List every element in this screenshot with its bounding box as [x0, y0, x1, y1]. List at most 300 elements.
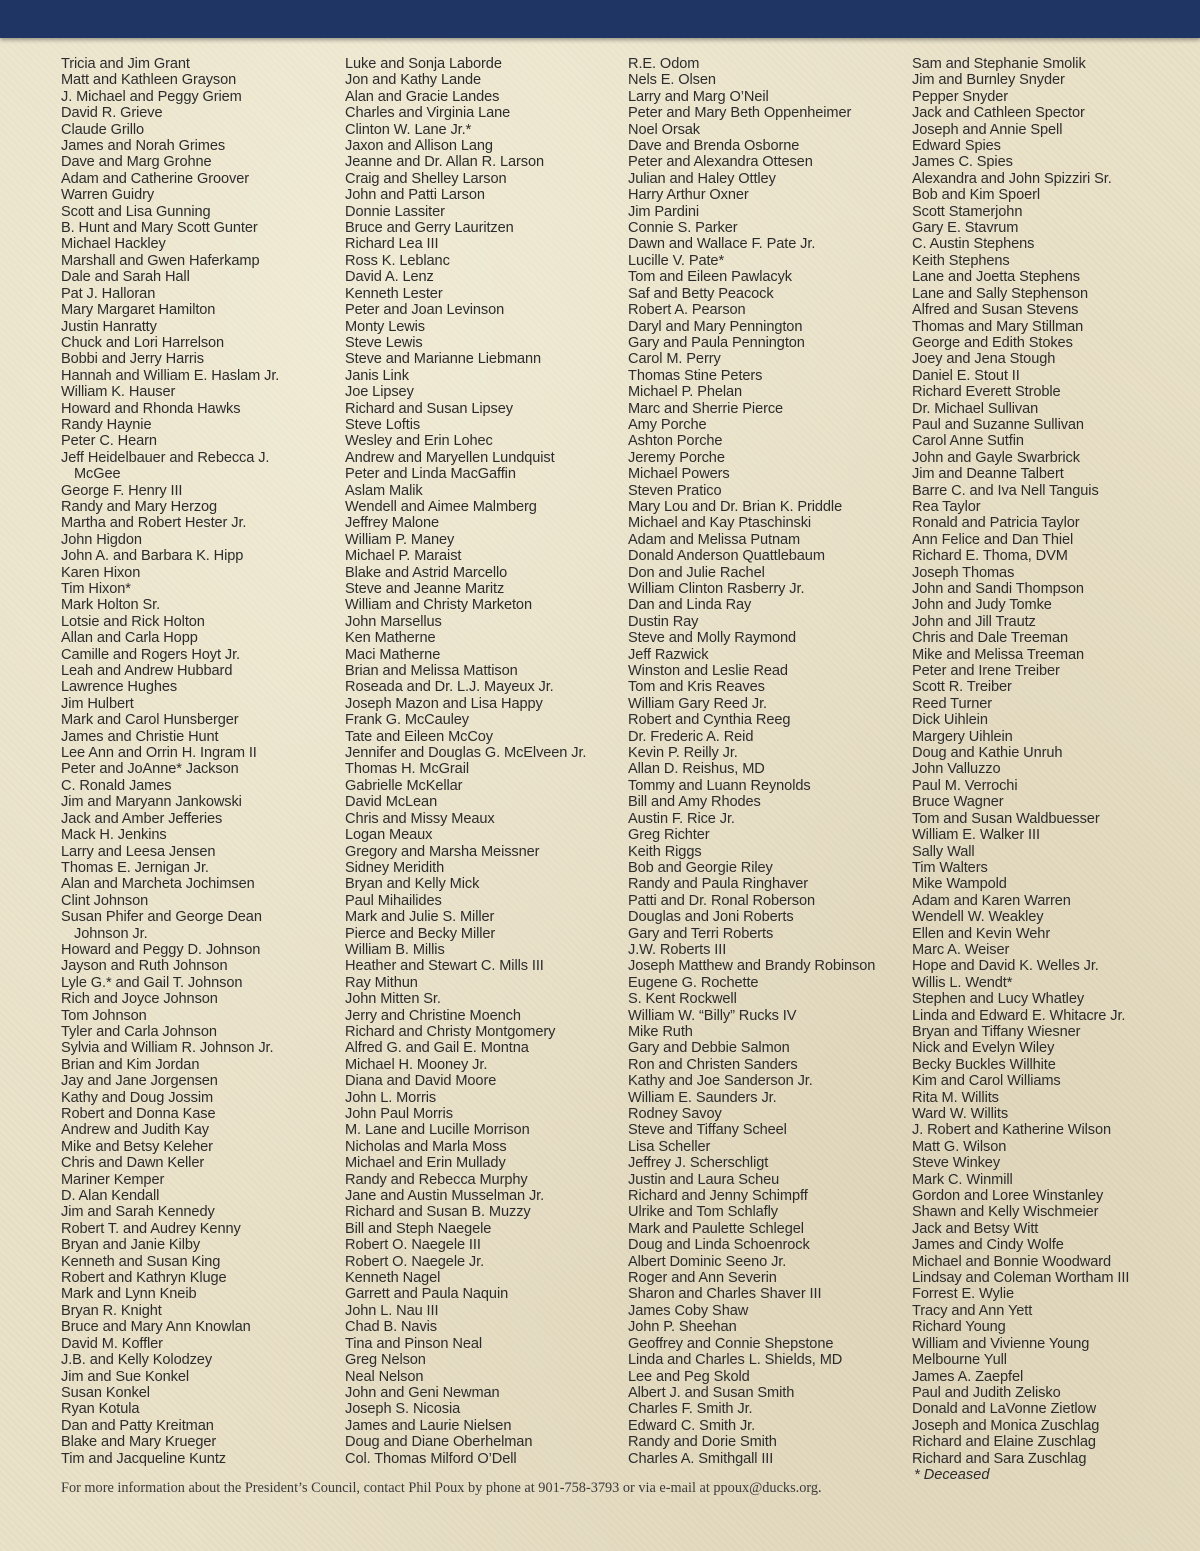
- donor-name: D. Alan Kendall: [61, 1188, 160, 1205]
- donor-name: Peter and Joan Levinson: [345, 302, 505, 319]
- donor-name: Julian and Haley Ottley: [628, 170, 776, 187]
- donor-name: Jerry and Christine Moench: [345, 1007, 521, 1024]
- donor-name: Bill and Steph Naegele: [345, 1220, 492, 1237]
- donor-name: John Higdon: [61, 531, 142, 548]
- donor-name: William P. Maney: [345, 531, 455, 548]
- donor-name: Stephen and Lucy Whatley: [912, 991, 1085, 1008]
- donor-name: Tom and Susan Waldbuesser: [912, 810, 1100, 827]
- donor-name: Saf and Betty Peacock: [628, 285, 774, 302]
- donor-name: Jack and Betsy Witt: [912, 1220, 1039, 1237]
- donor-name: Sally Wall: [912, 843, 975, 860]
- donor-name: Alfred G. and Gail E. Montna: [345, 1040, 529, 1057]
- donor-name: Mary Margaret Hamilton: [61, 302, 216, 319]
- donor-name: Tyler and Carla Johnson: [61, 1023, 217, 1040]
- donor-name: William E. Walker III: [912, 827, 1040, 844]
- donor-name: Bill and Amy Rhodes: [628, 794, 761, 811]
- donor-name: Ryan Kotula: [61, 1401, 140, 1418]
- donor-name: Chris and Dawn Keller: [61, 1155, 205, 1172]
- donor-name: Connie S. Parker: [628, 220, 738, 237]
- donor-name: Michael and Bonnie Woodward: [912, 1253, 1112, 1270]
- donor-name: Lee Ann and Orrin H. Ingram II: [61, 745, 257, 762]
- donor-name: Kathy and Joe Sanderson Jr.: [628, 1073, 813, 1090]
- donor-name: William Clinton Rasberry Jr.: [628, 581, 805, 597]
- donor-name: Douglas and Joni Roberts: [628, 909, 794, 926]
- donor-name: Kenneth Lester: [345, 285, 443, 302]
- donor-name: Bruce and Gerry Lauritzen: [345, 220, 514, 237]
- donor-name: Michael P. Phelan: [628, 384, 743, 401]
- donor-name: Lisa Scheller: [628, 1138, 711, 1155]
- donor-name: Edward Spies: [912, 138, 1001, 155]
- donor-name: Nels E. Olsen: [628, 72, 716, 89]
- donor-name: Edward C. Smith Jr.: [628, 1417, 756, 1434]
- donor-name: Peter and Alexandra Ottesen: [628, 154, 813, 171]
- donor-name: Steve Loftis: [345, 416, 421, 433]
- donor-name: Rich and Joyce Johnson: [61, 991, 218, 1008]
- donor-name: Richard Everett Stroble: [912, 384, 1061, 401]
- donor-name: John Marsellus: [345, 613, 442, 630]
- donor-name: Dick Uihlein: [912, 712, 988, 729]
- donor-name: Bryan and Tiffany Wiesner: [912, 1023, 1081, 1040]
- donor-name: Allan and Carla Hopp: [61, 630, 198, 647]
- donor-name: Diana and David Moore: [345, 1073, 497, 1090]
- donor-name: Jennifer and Douglas G. McElveen Jr.: [345, 745, 587, 762]
- donor-name: Dan and Patty Kreitman: [61, 1417, 214, 1434]
- donor-name: Carol M. Perry: [628, 351, 721, 368]
- donor-name: Kevin P. Reilly Jr.: [628, 745, 738, 762]
- donor-name: Ellen and Kevin Wehr: [912, 925, 1051, 942]
- header-band: [0, 0, 1200, 38]
- donor-name: John P. Sheehan: [628, 1319, 737, 1336]
- donor-name: Becky Buckles Willhite: [912, 1056, 1056, 1073]
- donor-name: Paul Mihailides: [345, 892, 442, 909]
- donor-name: Craig and Shelley Larson: [345, 170, 507, 187]
- donor-name: Noel Orsak: [628, 121, 700, 138]
- donor-name: Ulrike and Tom Schlafly: [628, 1204, 778, 1221]
- donor-name: Steve and Marianne Liebmann: [345, 351, 542, 368]
- donor-name: William K. Hauser: [61, 384, 176, 401]
- donor-name: Sidney Meridith: [345, 859, 445, 876]
- donor-name: Kenneth Nagel: [345, 1270, 441, 1287]
- donor-name: Tate and Eileen McCoy: [345, 728, 493, 745]
- donor-name: Marc A. Weiser: [912, 941, 1010, 958]
- donor-name: Neal Nelson: [345, 1368, 424, 1385]
- donor-name: Maci Matherne: [345, 646, 441, 663]
- donor-name: Lawrence Hughes: [61, 679, 178, 696]
- donor-name: Randy and Rebecca Murphy: [345, 1171, 528, 1188]
- donor-name: Frank G. McCauley: [345, 712, 470, 729]
- donor-name: Leah and Andrew Hubbard: [61, 663, 233, 680]
- donor-name: Clint Johnson: [61, 892, 149, 909]
- donor-name: James Coby Shaw: [628, 1302, 749, 1319]
- donor-name: Justin Hanratty: [61, 318, 157, 335]
- donor-name: Garrett and Paula Naquin: [345, 1286, 509, 1303]
- donor-name: Albert J. and Susan Smith: [628, 1384, 795, 1401]
- donor-name: Kathy and Doug Jossim: [61, 1089, 214, 1106]
- donor-column-1: [61, 56, 343, 1467]
- donor-name: Gary and Debbie Salmon: [628, 1040, 790, 1057]
- donor-name: Richard E. Thoma, DVM: [912, 548, 1068, 565]
- donor-name: Donald Anderson Quattlebaum: [628, 548, 825, 565]
- donor-name: Margery Uihlein: [912, 728, 1013, 745]
- donor-name: Thomas E. Jernigan Jr.: [61, 859, 209, 876]
- donor-name: Alan and Gracie Landes: [345, 88, 500, 105]
- donor-list: [0, 56, 1200, 1483]
- donor-name: John Paul Morris: [345, 1106, 453, 1122]
- donor-name: Richard and Susan Lipsey: [345, 400, 513, 417]
- donor-name: Austin F. Rice Jr.: [628, 810, 735, 827]
- donor-name: Robert and Donna Kase: [61, 1106, 216, 1122]
- donor-name: Scott and Lisa Gunning: [61, 203, 211, 220]
- donor-name: Winston and Leslie Read: [628, 663, 788, 680]
- donor-name: Eugene G. Rochette: [628, 974, 759, 991]
- donor-name: Roger and Ann Severin: [628, 1270, 777, 1287]
- donor-name: James A. Zaepfel: [912, 1368, 1024, 1385]
- donor-name: Keith Stephens: [912, 252, 1010, 269]
- donor-name: Wesley and Erin Lohec: [345, 433, 493, 450]
- donor-name: Doug and Linda Schoenrock: [628, 1237, 810, 1254]
- donor-name: Bryan and Kelly Mick: [345, 876, 480, 893]
- donor-name: Mark Holton Sr.: [61, 597, 161, 614]
- donor-name: Gary and Paula Pennington: [628, 334, 805, 351]
- donor-name: Mike and Betsy Keleher: [61, 1138, 213, 1155]
- donor-name: William and Vivienne Young: [912, 1335, 1090, 1352]
- donor-name: John and Sandi Thompson: [912, 581, 1084, 597]
- donor-name: Donnie Lassiter: [345, 203, 445, 220]
- donor-name: Adam and Karen Warren: [912, 892, 1071, 909]
- donor-name: Mike Ruth: [628, 1023, 693, 1040]
- donor-name: Jim and Maryann Jankowski: [61, 794, 242, 811]
- donor-name: Robert and Kathryn Kluge: [61, 1270, 227, 1287]
- donor-name: Dave and Brenda Osborne: [628, 138, 800, 155]
- donor-name: Mary Lou and Dr. Brian K. Priddle: [628, 498, 843, 515]
- donor-name: Linda and Charles L. Shields, MD: [628, 1352, 843, 1369]
- donor-name: J. Michael and Peggy Griem: [61, 88, 242, 105]
- donor-name: Jeffrey J. Scherschligt: [628, 1155, 769, 1172]
- donor-name: Luke and Sonja Laborde: [345, 56, 502, 72]
- donor-name: Jim Pardini: [628, 203, 700, 220]
- donor-name: Mark and Julie S. Miller: [345, 909, 495, 926]
- donor-name: John and Patti Larson: [345, 187, 485, 204]
- donor-name: Gabrielle McKellar: [345, 777, 463, 794]
- donor-name: Steven Pratico: [628, 482, 722, 499]
- donor-name: William Gary Reed Jr.: [628, 695, 767, 712]
- donor-name: S. Kent Rockwell: [628, 991, 737, 1008]
- donor-name: Lee and Peg Skold: [628, 1368, 750, 1385]
- donor-name: Lane and Joetta Stephens: [912, 269, 1081, 286]
- donor-name: Rea Taylor: [912, 498, 981, 515]
- donor-name: Joey and Jena Stough: [912, 351, 1056, 368]
- donor-name: Roseada and Dr. L.J. Mayeux Jr.: [345, 679, 554, 696]
- donor-name: Jack and Cathleen Spector: [912, 105, 1085, 122]
- donor-name: Dan and Linda Ray: [628, 597, 752, 614]
- donor-name: Carol Anne Sutfin: [912, 433, 1024, 450]
- donor-name: Greg Nelson: [345, 1352, 426, 1369]
- donor-name: Gary E. Stavrum: [912, 220, 1019, 237]
- donor-name: John and Gayle Swarbrick: [912, 449, 1080, 466]
- donor-name: Jeff Heidelbauer and Rebecca J. McGee: [61, 449, 270, 483]
- donor-name: Larry and Marg O’Neil: [628, 88, 769, 105]
- donor-name: Jim and Burnley Snyder: [912, 72, 1065, 89]
- donor-name: Lucille V. Pate*: [628, 252, 725, 269]
- donor-name: Wendell W. Weakley: [912, 909, 1044, 926]
- donor-name: Harry Arthur Oxner: [628, 187, 749, 204]
- donor-name: Susan Phifer and George Dean Johnson Jr.: [61, 909, 262, 942]
- donor-name: Claude Grillo: [61, 121, 145, 138]
- donor-name: Camille and Rogers Hoyt Jr.: [61, 646, 240, 663]
- donor-name: Alan and Marcheta Jochimsen: [61, 876, 255, 893]
- donor-name: Howard and Rhonda Hawks: [61, 400, 241, 417]
- donor-name: John and Geni Newman: [345, 1384, 500, 1401]
- donor-name: Amy Porche: [628, 416, 707, 433]
- donor-name: Peter and Irene Treiber: [912, 663, 1060, 680]
- donor-name: Randy and Mary Herzog: [61, 498, 218, 515]
- donor-name: David M. Koffler: [61, 1335, 163, 1352]
- donor-name: Hannah and William E. Haslam Jr.: [61, 367, 280, 384]
- donor-name: B. Hunt and Mary Scott Gunter: [61, 220, 258, 237]
- donor-name: Jim and Sarah Kennedy: [61, 1204, 215, 1221]
- donor-name: Allan D. Reishus, MD: [628, 761, 765, 778]
- donor-name: Jim and Deanne Talbert: [912, 466, 1064, 483]
- donor-name: Jack and Amber Jefferies: [61, 810, 223, 827]
- donor-name: Steve and Molly Raymond: [628, 630, 797, 647]
- donor-name: Melbourne Yull: [912, 1352, 1007, 1369]
- donor-name: Mack H. Jenkins: [61, 827, 167, 844]
- donor-name: M. Lane and Lucille Morrison: [345, 1122, 530, 1139]
- donor-name: George F. Henry III: [61, 482, 183, 499]
- donor-name: Steve Lewis: [345, 334, 423, 351]
- donor-name: James and Cindy Wolfe: [912, 1237, 1064, 1254]
- donor-name: Peter and Mary Beth Oppenheimer: [628, 105, 852, 122]
- donor-name: Randy and Paula Ringhaver: [628, 876, 809, 893]
- donor-name: Hope and David K. Welles Jr.: [912, 958, 1099, 975]
- donor-name: John Valluzzo: [912, 761, 1001, 778]
- donor-name: George and Edith Stokes: [912, 334, 1073, 351]
- donor-name: Michael and Erin Mullady: [345, 1155, 506, 1172]
- donor-name: Joseph Matthew and Brandy Robinson: [628, 958, 876, 975]
- donor-name: Mariner Kemper: [61, 1171, 165, 1188]
- donor-name: Ross K. Leblanc: [345, 252, 450, 269]
- donor-name: Janis Link: [345, 367, 409, 384]
- donor-name: Kenneth and Susan King: [61, 1253, 221, 1270]
- donor-name: Gary and Terri Roberts: [628, 925, 774, 942]
- donor-name: Keith Riggs: [628, 843, 702, 860]
- donor-name: William B. Millis: [345, 941, 445, 958]
- donor-name: Ward W. Willits: [912, 1106, 1009, 1122]
- donor-name: Jeremy Porche: [628, 449, 725, 466]
- donor-name: Chris and Dale Treeman: [912, 630, 1068, 647]
- donor-name: Chuck and Lori Harrelson: [61, 334, 225, 351]
- donor-name: Logan Meaux: [345, 827, 433, 844]
- donor-name: John L. Morris: [345, 1089, 437, 1106]
- donor-name: Richard Lea III: [345, 236, 439, 253]
- donor-name: Richard and Sara Zuschlag: [912, 1450, 1087, 1467]
- donor-name: Joseph S. Nicosia: [345, 1401, 461, 1418]
- donor-name: Doug and Kathie Unruh: [912, 745, 1063, 762]
- donor-name: Wendell and Aimee Malmberg: [345, 498, 537, 515]
- donor-name: Aslam Malik: [345, 482, 423, 499]
- donor-name: C. Ronald James: [61, 777, 172, 794]
- donor-name: James C. Spies: [912, 154, 1013, 171]
- donor-name: Robert O. Naegele Jr.: [345, 1253, 485, 1270]
- donor-name: C. Austin Stephens: [912, 236, 1035, 253]
- donor-name: Joseph and Monica Zuschlag: [912, 1417, 1100, 1434]
- donor-name: Don and Julie Rachel: [628, 564, 765, 581]
- donor-name: Sharon and Charles Shaver III: [628, 1286, 822, 1303]
- donor-name: Mike Wampold: [912, 876, 1007, 893]
- donor-name: Marshall and Gwen Haferkamp: [61, 252, 260, 269]
- donor-name: Dale and Sarah Hall: [61, 269, 190, 286]
- donor-name: Bryan R. Knight: [61, 1302, 162, 1319]
- donor-name: Brian and Kim Jordan: [61, 1056, 200, 1073]
- donor-name: Gregory and Marsha Meissner: [345, 843, 540, 860]
- donor-name: Michael Powers: [628, 466, 730, 483]
- donor-name: Linda and Edward E. Whitacre Jr.: [912, 1007, 1126, 1024]
- donor-name: Ronald and Patricia Taylor: [912, 515, 1080, 532]
- donor-name: Bruce Wagner: [912, 794, 1004, 811]
- donor-name: Dustin Ray: [628, 613, 699, 630]
- donor-name: Michael Hackley: [61, 236, 166, 253]
- donor-column-4: [912, 56, 1152, 1483]
- donor-name: Lyle G.* and Gail T. Johnson: [61, 974, 243, 991]
- donor-name: Bruce and Mary Ann Knowlan: [61, 1319, 251, 1336]
- donor-name: Blake and Astrid Marcello: [345, 564, 508, 581]
- donor-name: Blake and Mary Krueger: [61, 1434, 217, 1451]
- donor-name: Steve and Tiffany Scheel: [628, 1122, 787, 1139]
- footer-contact-info: For more information about the President’s Council, contact Phil Poux by phone at 901-758-3793 or via e-mail at ppoux@ducks.org.: [61, 1480, 822, 1496]
- donor-name: Richard Young: [912, 1319, 1006, 1336]
- donor-name: Charles A. Smithgall III: [628, 1450, 774, 1467]
- donor-name: J. Robert and Katherine Wilson: [912, 1122, 1111, 1139]
- donor-name: Mike and Melissa Treeman: [912, 646, 1084, 663]
- donor-name: Larry and Leesa Jensen: [61, 843, 216, 860]
- donor-name: David A. Lenz: [345, 269, 434, 286]
- donor-name: Tracy and Ann Yett: [912, 1302, 1033, 1319]
- donor-name: Clinton W. Lane Jr.*: [345, 121, 472, 138]
- donor-name: Warren Guidry: [61, 187, 155, 204]
- donor-name: Steve Winkey: [912, 1155, 1001, 1172]
- donor-name: Robert A. Pearson: [628, 302, 746, 319]
- donor-name: Sam and Stephanie Smolik: [912, 56, 1086, 72]
- donor-name: Adam and Melissa Putnam: [628, 531, 801, 548]
- donor-name: Michael H. Mooney Jr.: [345, 1056, 488, 1073]
- donor-name: Paul and Judith Zelisko: [912, 1384, 1061, 1401]
- donor-name: John Mitten Sr.: [345, 991, 441, 1008]
- donor-name: Gordon and Loree Winstanley: [912, 1188, 1104, 1205]
- donor-name: William W. “Billy” Rucks IV: [628, 1007, 797, 1024]
- donor-name: Mark and Paulette Schlegel: [628, 1220, 804, 1237]
- donor-name: Charles F. Smith Jr.: [628, 1401, 753, 1418]
- donor-name: Ray Mithun: [345, 974, 418, 991]
- donor-name: Geoffrey and Connie Shepstone: [628, 1335, 834, 1352]
- donor-name: Shawn and Kelly Wischmeier: [912, 1204, 1099, 1221]
- donor-column-3: [628, 56, 910, 1467]
- donor-name: David McLean: [345, 794, 438, 811]
- donor-column-4-names: [912, 56, 1152, 1467]
- donor-name: Martha and Robert Hester Jr.: [61, 515, 247, 532]
- donor-name: Tim and Jacqueline Kuntz: [61, 1450, 226, 1467]
- donor-name: John A. and Barbara K. Hipp: [61, 548, 244, 565]
- donor-name: Thomas H. McGrail: [345, 761, 469, 778]
- donor-name: Karen Hixon: [61, 564, 141, 581]
- donor-name: Jane and Austin Musselman Jr.: [345, 1188, 545, 1205]
- donor-name: Pat J. Halloran: [61, 285, 156, 302]
- donor-name: Alfred and Susan Stevens: [912, 302, 1079, 319]
- donor-name: Joseph and Annie Spell: [912, 121, 1063, 138]
- donor-name: Ron and Christen Sanders: [628, 1056, 798, 1073]
- donor-name: Paul and Suzanne Sullivan: [912, 416, 1084, 433]
- donor-name: Howard and Peggy D. Johnson: [61, 941, 261, 958]
- donor-name: Doug and Diane Oberhelman: [345, 1434, 533, 1451]
- donor-name: Dr. Michael Sullivan: [912, 400, 1039, 417]
- donor-name: Jon and Kathy Lande: [345, 72, 482, 89]
- donor-name: Joseph Thomas: [912, 564, 1015, 581]
- donor-name: Bob and Kim Spoerl: [912, 187, 1040, 204]
- donor-name: Richard and Susan B. Muzzy: [345, 1204, 531, 1221]
- donor-name: Charles and Virginia Lane: [345, 105, 511, 122]
- donor-name: Tommy and Luann Reynolds: [628, 777, 811, 794]
- donor-name: Jayson and Ruth Johnson: [61, 958, 228, 975]
- donor-name: Randy Haynie: [61, 416, 152, 433]
- donor-name: Richard and Christy Montgomery: [345, 1023, 556, 1040]
- donor-name: Nick and Evelyn Wiley: [912, 1040, 1055, 1057]
- donor-name: Bob and Georgie Riley: [628, 859, 773, 876]
- donor-name: Andrew and Judith Kay: [61, 1122, 209, 1139]
- donor-name: Tricia and Jim Grant: [61, 56, 190, 72]
- donor-name: Peter and JoAnne* Jackson: [61, 761, 239, 778]
- donor-name: John and Jill Trautz: [912, 613, 1036, 630]
- donor-name: Bobbi and Jerry Harris: [61, 351, 204, 368]
- donor-name: Scott R. Treiber: [912, 679, 1012, 696]
- donor-name: Paul M. Verrochi: [912, 777, 1018, 794]
- donor-name: Lindsay and Coleman Wortham III: [912, 1270, 1130, 1287]
- donor-name: J.B. and Kelly Kolodzey: [61, 1352, 213, 1369]
- donor-name: Thomas and Mary Stillman: [912, 318, 1084, 335]
- donor-name: Tina and Pinson Neal: [345, 1335, 482, 1352]
- donor-name: Jeanne and Dr. Allan R. Larson: [345, 154, 545, 171]
- donor-name: Robert and Cynthia Reeg: [628, 712, 791, 729]
- donor-name: Mark and Lynn Kneib: [61, 1286, 197, 1303]
- donor-name: Tom Johnson: [61, 1007, 147, 1024]
- donor-name: Susan Konkel: [61, 1384, 150, 1401]
- donor-name: James and Laurie Nielsen: [345, 1417, 512, 1434]
- donor-name: Bryan and Janie Kilby: [61, 1237, 201, 1254]
- donor-name: Rita M. Willits: [912, 1089, 999, 1106]
- donor-name: Col. Thomas Milford O’Dell: [345, 1450, 517, 1467]
- donor-name: Marc and Sherrie Pierce: [628, 400, 784, 417]
- donor-name: Tim Hixon*: [61, 581, 131, 597]
- donor-name: Joe Lipsey: [345, 384, 414, 401]
- donor-name: Peter and Linda MacGaffin: [345, 466, 516, 483]
- donor-name: Jim and Sue Konkel: [61, 1368, 189, 1385]
- donor-name: Thomas Stine Peters: [628, 367, 763, 384]
- donor-name: Brian and Melissa Mattison: [345, 663, 518, 680]
- donor-name: Jim Hulbert: [61, 695, 134, 712]
- donor-name: Rodney Savoy: [628, 1106, 722, 1122]
- donor-name: Pepper Snyder: [912, 88, 1009, 105]
- donor-name: John and Judy Tomke: [912, 597, 1052, 614]
- donor-name: Chris and Missy Meaux: [345, 810, 495, 827]
- donor-name: Chad B. Navis: [345, 1319, 437, 1336]
- donor-name: Matt and Kathleen Grayson: [61, 72, 237, 89]
- donor-name: Albert Dominic Seeno Jr.: [628, 1253, 787, 1270]
- donor-name: John L. Nau III: [345, 1302, 439, 1319]
- donor-name: Monty Lewis: [345, 318, 426, 335]
- donor-name: Ashton Porche: [628, 433, 723, 450]
- donor-name: Dave and Marg Grohne: [61, 154, 212, 171]
- donor-name: Scott Stamerjohn: [912, 203, 1023, 220]
- donor-name: Greg Richter: [628, 827, 710, 844]
- donor-name: William and Christy Marketon: [345, 597, 532, 614]
